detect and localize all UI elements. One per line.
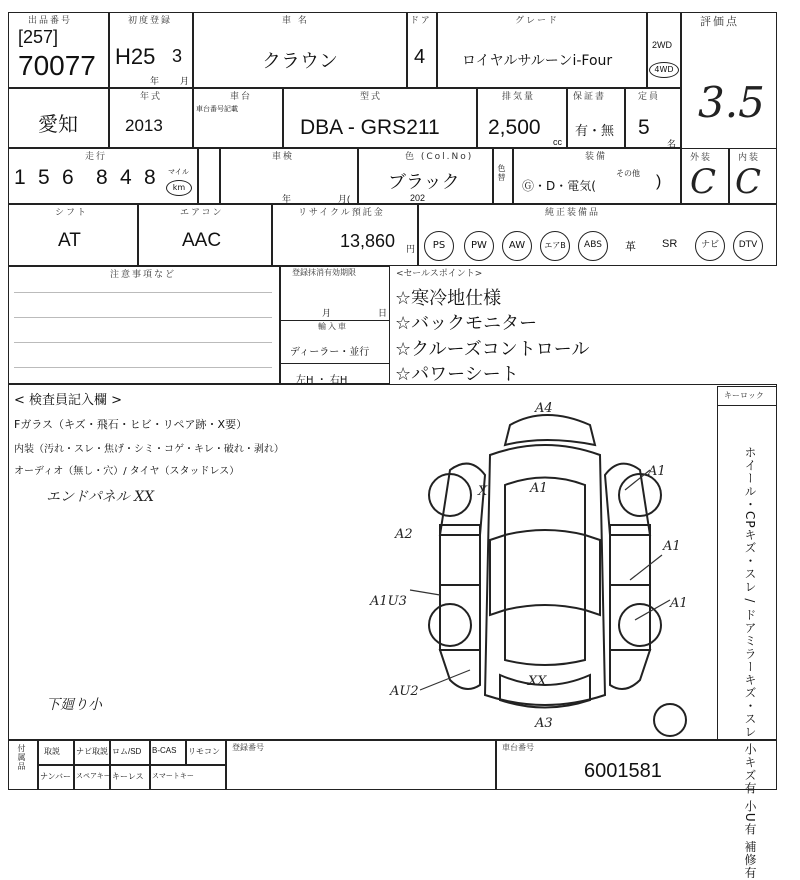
option-sunroof: SR	[662, 238, 678, 250]
notes-header: 注意事項など	[110, 270, 177, 280]
mark-a1u3: A1U3	[370, 594, 407, 609]
warranty-header: 保証書	[573, 92, 607, 102]
trunk-outline	[505, 605, 585, 665]
capacity-value: 5	[638, 116, 650, 139]
reg-number-header: 登録番号	[232, 743, 264, 752]
mark-a1-fr: A1	[648, 464, 666, 479]
mileage-digit: 8	[144, 166, 156, 189]
exterior-grade: C	[690, 162, 717, 202]
drive-4wd: 4WD	[649, 62, 679, 78]
import-header: 輸入車	[318, 322, 348, 331]
mileage-miles-unit: マイル	[168, 169, 189, 176]
mileage-header: 走行	[85, 152, 108, 162]
mileage-digit: 6	[62, 166, 74, 189]
left-rear-panel	[440, 650, 480, 689]
mark-x: X	[478, 484, 488, 499]
option-pw: PW	[464, 231, 494, 261]
dealer-value: ディーラー・並行	[290, 347, 370, 358]
reg-number-box	[226, 740, 496, 790]
equipment-text: Ⓖ・D・電気(	[522, 179, 596, 193]
inspector-fglass: Fガラス（キズ・飛石・ヒビ・リペア跡・X要）	[14, 418, 248, 431]
mark-au2: AU2	[390, 684, 419, 699]
model-year-value: 2013	[125, 116, 163, 135]
mark-a1-rr: A1	[670, 596, 688, 611]
inspector-header: < 検査員記入欄 >	[14, 393, 123, 408]
right-window	[585, 535, 600, 615]
inspector-note-underbody: 下廻り小	[46, 697, 102, 713]
accessory-smart-key: スマートキー	[152, 773, 194, 780]
displacement-value: 2,500	[488, 116, 541, 139]
inspection-header: 車検	[272, 152, 295, 162]
sales-point: ☆クルーズコントロール	[395, 339, 590, 360]
accessory-navi-manual: ナビ取説	[76, 747, 108, 756]
car-diagram	[370, 395, 710, 740]
car-name-header: 車 名	[282, 16, 309, 26]
accessories-label: 付属品	[17, 744, 26, 771]
first-reg-year-unit: 年	[150, 76, 160, 86]
color-header: 色 (Col.No)	[405, 152, 474, 162]
chassis-number-header: 車台番号	[502, 743, 534, 752]
displacement-header: 排気量	[502, 92, 536, 102]
left-doors	[440, 525, 480, 650]
option-abs: ABS	[578, 231, 608, 261]
doors-header: ドア	[410, 16, 432, 26]
grade-header: グレード	[515, 16, 560, 26]
first-reg-month-unit: 月	[180, 76, 190, 86]
mark-a2: A2	[395, 527, 413, 542]
front-left-wheel	[429, 474, 471, 516]
interior-grade: C	[735, 162, 762, 202]
accessory-keyless: キーレス	[112, 772, 144, 781]
first-reg-era: H25	[115, 44, 156, 69]
color-code: 202	[410, 193, 426, 203]
option-ps: PS	[424, 231, 454, 261]
sales-point: ☆寒冷地仕様	[395, 288, 502, 309]
rear-left-wheel	[429, 604, 471, 646]
grade-value: ロイヤルサルーンi-Four	[462, 53, 613, 69]
equipment-close: )	[656, 173, 662, 190]
front-bumper-shape	[505, 415, 595, 445]
inspection-month: 月(	[338, 194, 350, 204]
car-name: クラウン	[262, 50, 339, 72]
handle-value: 左H ・ 右H	[296, 375, 348, 386]
pref-value: 愛知	[38, 112, 78, 136]
option-leather: 革	[625, 241, 636, 253]
accessory-plate: ナンバー	[40, 772, 72, 781]
recycle-value: 13,860	[340, 231, 396, 251]
score-header: 評価点	[700, 15, 739, 28]
chassis-number-value: 6001581	[584, 760, 662, 782]
recycle-header: リサイクル預託金	[298, 208, 385, 218]
sales-point: ☆バックモニター	[395, 313, 538, 334]
aircon-header: エアコン	[180, 208, 224, 218]
inspector-audio: オーディオ（無し・穴）/ タイヤ（スタッドレス）	[14, 466, 240, 477]
color-change-label: 色替	[497, 164, 506, 182]
displacement-unit: cc	[553, 137, 562, 147]
first-reg-header: 初度登録	[128, 16, 173, 26]
reg-deadline-day: 日	[378, 308, 388, 318]
warranty-value: 有・無	[575, 124, 615, 139]
mileage-digit: 5	[38, 166, 50, 189]
rear-right-wheel	[619, 604, 661, 646]
exterior-header: 外装	[690, 153, 713, 163]
capacity-unit: 名	[667, 139, 677, 149]
lot-bracket: [257]	[18, 27, 59, 47]
lot-header: 出品番号	[28, 16, 73, 26]
spacer-box	[198, 148, 220, 204]
mark-a1-hood: A1	[530, 481, 548, 496]
chassis-note: 車台番号記載	[196, 106, 238, 113]
mark-a3: A3	[535, 716, 553, 731]
lot-number: 70077	[18, 50, 96, 81]
options-header: 純正装備品	[545, 208, 601, 218]
score-value: 3.5	[698, 78, 765, 127]
option-dtv: DTV	[733, 231, 763, 261]
mark-xx: XX	[528, 674, 547, 689]
type-header: 型式	[360, 92, 383, 102]
model-year-header: 年式	[140, 92, 163, 102]
equipment-header: 装備	[585, 152, 608, 162]
front-right-wheel	[619, 474, 661, 516]
shift-header: シフト	[55, 208, 89, 218]
option-aw: AW	[502, 231, 532, 261]
mileage-digit: 1	[14, 166, 27, 189]
side-note: ホイール・CPキズ・スレ / ドアミラーキズ・スレ 小キズ有 小U有 補修有	[743, 446, 757, 880]
sales-header: <セールスポイント>	[396, 269, 483, 279]
accessory-remote: リモコン	[188, 747, 220, 756]
option-navi: ナビ	[695, 231, 725, 261]
accessory-bcas: B-CAS	[152, 746, 177, 755]
inspection-year: 年	[282, 194, 292, 204]
right-doors	[610, 525, 650, 650]
reg-deadline-month: 月	[322, 308, 332, 318]
type-value: DBA - GRS211	[300, 116, 440, 139]
equipment-other: その他	[616, 169, 640, 178]
mileage-km-unit: km	[166, 180, 192, 196]
mark-a4: A4	[535, 401, 553, 416]
mark-a1-rd: A1	[663, 539, 681, 554]
mileage-digit: 8	[96, 166, 108, 189]
shift-value: AT	[58, 230, 81, 251]
accessory-spare-key: スペアキー	[76, 773, 111, 780]
reg-deadline-header: 登録抹消有効期限	[292, 268, 356, 277]
right-rear-panel	[610, 650, 650, 689]
left-window	[490, 535, 505, 615]
inspector-interior: 内装（汚れ・スレ・焦げ・シミ・コゲ・キレ・破れ・剥れ）	[14, 444, 284, 455]
accessory-manual: 取説	[44, 747, 60, 756]
doors-value: 4	[414, 46, 426, 68]
key-header: キーロック	[724, 391, 764, 400]
interior-header: 内装	[738, 153, 761, 163]
inspector-note-panel: エンドパネル XX	[46, 489, 155, 505]
accessory-rom-sd: ロム/SD	[112, 747, 142, 756]
mileage-digit: 4	[120, 166, 132, 189]
chassis-header: 車台	[230, 92, 253, 102]
aircon-value: AAC	[182, 230, 222, 251]
first-reg-month: 3	[172, 46, 183, 66]
drive-2wd: 2WD	[652, 40, 672, 50]
color-name: ブラック	[388, 172, 460, 193]
option-airbag: エアB	[540, 231, 570, 261]
capacity-header: 定員	[638, 92, 661, 102]
spare-wheel	[654, 704, 686, 736]
sales-point: ☆パワーシート	[395, 364, 519, 385]
recycle-unit: 円	[406, 244, 416, 254]
